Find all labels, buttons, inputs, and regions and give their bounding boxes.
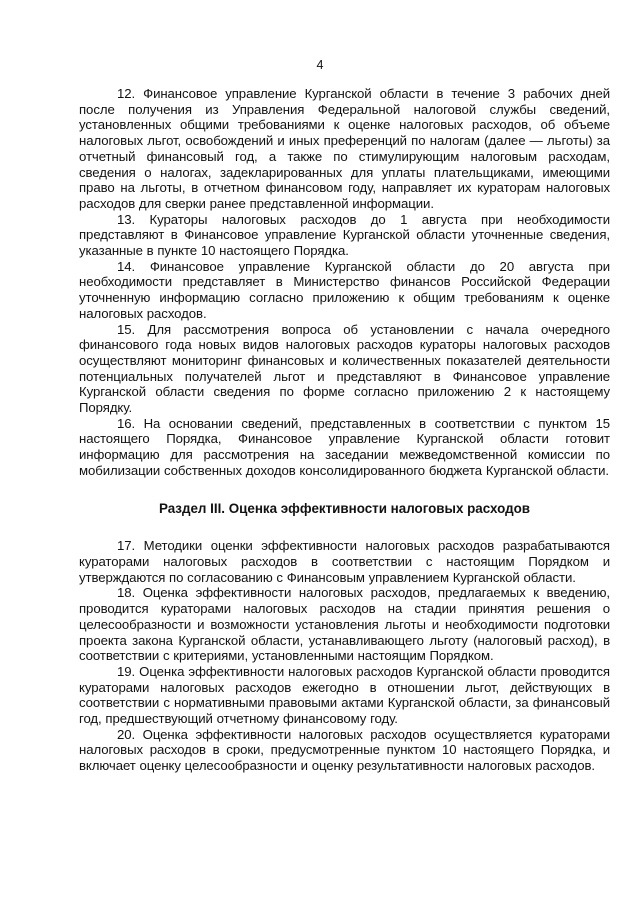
page-number: 4: [316, 58, 324, 72]
document-body: [79, 86, 610, 774]
paragraph-13: 13. Кураторы налоговых расходов до 1 августа при необходимости представляют в Финансовое управление Курганской области уточненные сведения, указанные в пункте 10 настоящего Порядка.: [79, 211, 610, 259]
paragraph-17: 17. Методики оценки эффективности налоговых расходов разрабатываются кураторами налоговых расходов в соответствии с настоящим Порядком и утверждаются по согласованию с Финансовым управлением Курганской области.: [79, 538, 610, 585]
paragraph-18: 18. Оценка эффективности налоговых расходов, предлагаемых к введению, проводится кураторами налоговых расходов на стадии принятия решения о целесообразности и возможности установления льготы и необходимости подготовки проекта закона Курганской области, устанавливающего льготу (налоговый расход), в соответствии с критериями, установленными настоящим Порядком.: [79, 585, 610, 664]
paragraph-16: 16. На основании сведений, представленных в соответствии с пунктом 15 настоящего Порядка, Финансовое управление Курганской области готовит информацию для рассмотрения на заседании межведомственной комиссии по мобилизации собственных доходов консолидированного бюджета Курганской области.: [79, 415, 610, 478]
paragraph-12: 12. Финансовое управление Курганской области в течение 3 рабочих дней после получения из Управления Федеральной налоговой службы сведений, установленных общими требованиями к оценке налоговых расходов, об объеме налоговых льгот, освобождений и иных преференций по налогам (далее — льготы) за отчетный финансовый год, а также по стимулирующим налоговым расходам, сведения о налогах, задекларированных для уплаты плательщиками, имеющими право на льготы, в отчетном финансовом году, направляет их кураторам налоговых расходов для сверки ранее представленной информации.: [79, 86, 610, 211]
paragraph-14: 14. Финансовое управление Курганской области до 20 августа при необходимости представляет в Министерство финансов Российской Федерации уточненную информацию согласно приложению к общим требованиям к оценке налоговых расходов.: [79, 258, 610, 321]
paragraph-15: 15. Для рассмотрения вопроса об установлении с начала очередного финансового года новых видов налоговых расходов кураторы налоговых расходов осуществляют мониторинг финансовых и количественных показателей деятельности потенциальных получателей льгот и представляют в Финансовое управление Курганской области сведения по форме согласно приложению 2 к настоящему Порядку.: [79, 321, 610, 416]
paragraph-20: 20. Оценка эффективности налоговых расходов осуществляется кураторами налоговых расходов в сроки, предусмотренные пунктом 10 настоящего Порядка, и включает оценку целесообразности и оценку результативности налоговых расходов.: [79, 726, 610, 774]
section-heading: Раздел III. Оценка эффективности налоговых расходов: [158, 500, 531, 516]
paragraph-19: 19. Оценка эффективности налоговых расходов Курганской области проводится кураторами налоговых расходов ежегодно в отношении льгот, действующих в соответствии с нормативными правовыми актами Курганской области, за финансовый год, предшествующий отчетному финансовому году.: [79, 663, 610, 727]
